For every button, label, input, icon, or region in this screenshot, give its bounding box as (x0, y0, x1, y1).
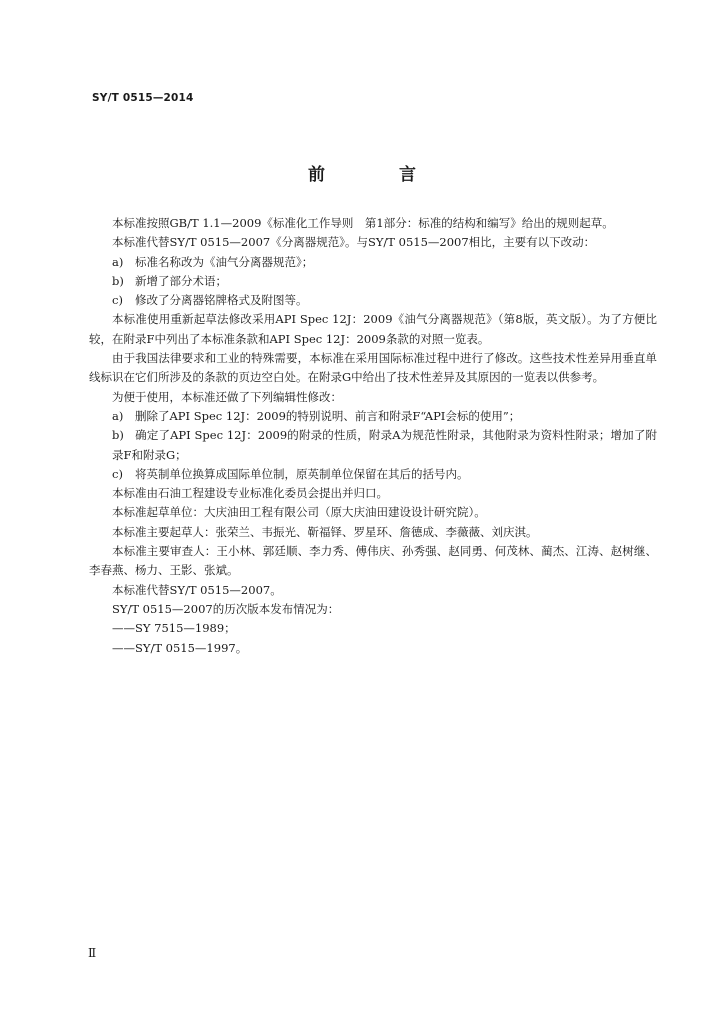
list-item-text: 将英制单位换算成国际单位制，原英制单位保留在其后的括号内。 (135, 466, 469, 481)
body-paragraph: 本标准起草单位：大庆油田工程有限公司（原大庆油田建设设计研究院）。 (112, 505, 486, 520)
body-paragraph: 本标准按照GB/T 1.1—2009《标准化工作导则 第1部分：标准的结构和编写》给出的规则起草。 (112, 216, 614, 230)
list-item-marker: b) (112, 273, 124, 288)
list-item (89, 272, 657, 291)
version-history-entry: ——SY/T 0515—1997。 (112, 640, 248, 655)
version-history-entry: ——SY 7515—1989； (112, 621, 236, 636)
list-item (89, 407, 657, 426)
body-paragraph: 由于我国法律要求和工业的特殊需要，本标准在采用国际标准过程中进行了修改。这些技术性差异用垂直单线标识在它们所涉及的条款的页边空白处。在附录G中给出了技术性差异及其原因的一览表以供参考。 (89, 351, 657, 385)
standard-code-header: SY/T 0515—2014 (92, 92, 194, 104)
body-paragraph: 本标准主要起草人：张荣兰、韦振光、靳福铎、罗星环、詹德成、李薇薇、刘庆淇。 (112, 524, 538, 539)
page-title: 前 言 (308, 165, 450, 185)
body-paragraph: 本标准代替SY/T 0515—2007。 (112, 582, 282, 597)
list-item-marker: c) (112, 293, 123, 308)
list-item-text: 新增了部分术语； (135, 273, 227, 288)
page-number: Ⅱ (88, 946, 97, 960)
list-item-marker: a) (112, 254, 124, 269)
list-item-text: 确定了API Spec 12J：2009的附录的性质，附录A为规范性附录，其他附录为资料性附录；增加了附录F和附录G； (112, 428, 657, 462)
list-item-marker: c) (112, 466, 123, 481)
list-item-text: 标准名称改为《油气分离器规范》； (135, 254, 314, 269)
body-paragraph: 为便于使用，本标准还做了下列编辑性修改： (112, 389, 342, 404)
list-item-text: 修改了分离器铭牌格式及附图等。 (135, 293, 308, 308)
list-item (89, 426, 657, 465)
list-item-marker: b) (112, 428, 124, 443)
body-paragraph: 本标准代替SY/T 0515—2007《分离器规范》。与SY/T 0515—2007相比，主要有以下改动： (112, 235, 596, 250)
body-paragraph: SY/T 0515—2007的历次版本发布情况为： (112, 601, 340, 616)
list-item (89, 291, 657, 310)
list-item-marker: a) (112, 408, 124, 423)
body-paragraph: 本标准由石油工程建设专业标准化委员会提出并归口。 (112, 486, 388, 501)
body-paragraph: 本标准使用重新起草法修改采用API Spec 12J：2009《油气分离器规范》（第8版，英文版）。为了方便比较，在附录F中列出了本标准条款和API Spec 12J：2009条款的对照一览表。 (89, 312, 657, 346)
foreword-body (89, 214, 657, 658)
body-paragraph: 本标准主要审查人：王小林、郭廷顺、李力秀、傅伟庆、孙秀强、赵同勇、何茂林、蔺杰、江涛、赵树继、李春燕、杨力、王影、张斌。 (89, 544, 657, 578)
list-item (89, 253, 657, 272)
list-item (89, 465, 657, 484)
list-item-text: 删除了API Spec 12J：2009的特别说明、前言和附录F“API会标的使用”； (135, 408, 521, 423)
